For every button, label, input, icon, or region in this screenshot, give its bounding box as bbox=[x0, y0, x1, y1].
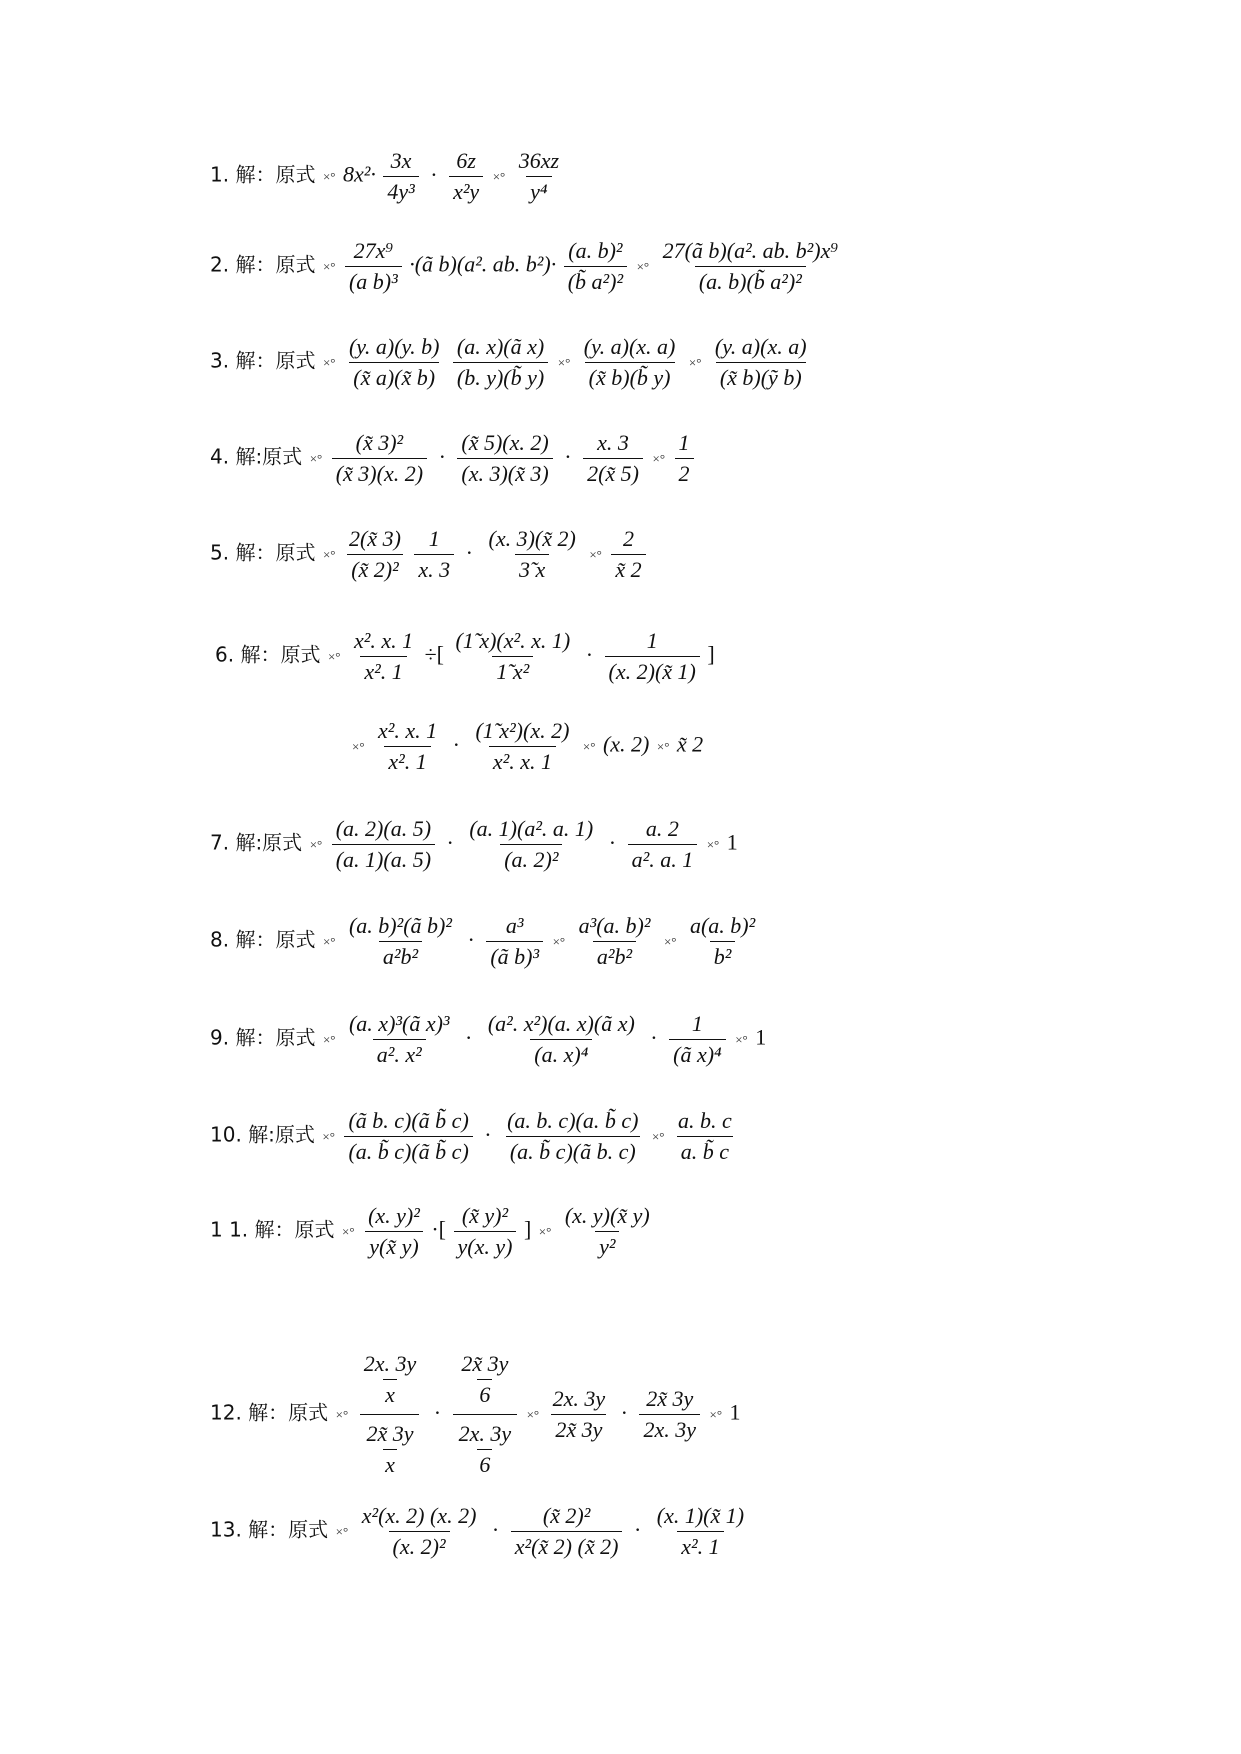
fraction bbox=[454, 1205, 517, 1258]
fraction bbox=[659, 240, 842, 293]
denominator: (ã b)³ bbox=[486, 941, 543, 968]
result: 1 bbox=[726, 829, 738, 855]
fraction bbox=[686, 915, 759, 968]
denominator: 6 bbox=[477, 1379, 492, 1410]
equals-marker: ×° bbox=[557, 355, 571, 370]
numerator: 1 bbox=[428, 526, 440, 551]
fraction bbox=[669, 1013, 726, 1066]
equals-marker: ×° bbox=[322, 259, 336, 274]
solution-label: 10. 解:原式 bbox=[210, 1122, 315, 1147]
equals-marker: ×° bbox=[589, 547, 602, 562]
solution-12: 12. 解：原式 ×° $\frac{\frac{2x. 3y}{x}}{\frac{2x̃ 3y}{x}}$ · $\frac{\frac{2x̃ 3y}{6}}{\frac{2x. 3y}{6}}$ ×° $\frac{2x. 3y}{2x̃ 3y}$ · $\frac{2x̃ 3y}{2x. 3y}$ ×° 1 bbox=[210, 1345, 741, 1484]
numerator: (x̃ 2)² bbox=[542, 1503, 591, 1528]
fraction bbox=[675, 432, 694, 485]
numerator: 1 bbox=[691, 1011, 703, 1036]
fraction bbox=[332, 432, 427, 485]
equals-marker: ×° bbox=[709, 1407, 723, 1422]
fraction bbox=[503, 1110, 642, 1163]
equals-marker: ×° bbox=[652, 451, 666, 466]
fraction bbox=[350, 630, 417, 683]
fraction bbox=[345, 240, 402, 293]
denominator: (a. b)(b̃ a²)² bbox=[695, 266, 806, 293]
numerator: x². x. 1 bbox=[353, 628, 414, 653]
numerator: 1 bbox=[646, 628, 658, 653]
numerator: (1̃ x²)(x. 2) bbox=[475, 718, 570, 743]
denominator: 1̃ x² bbox=[492, 656, 533, 683]
solution-9: 9. 解：原式 ×° $\frac{\text{(a. x)³(ã x)³}}{\text{a². x²}}$ · $\frac{\text{(a². x²)(a. x)(ã x)}}{\text{(a. x)⁴}}$ · $\frac{1}{\text{(ã x)⁴}}$ ×° 1 bbox=[210, 1011, 767, 1067]
denominator: (x̃ b)(b̃ y) bbox=[585, 362, 675, 389]
equals-marker: ×° bbox=[322, 355, 336, 370]
fraction bbox=[484, 1013, 639, 1066]
numerator: (x. 3)(x̃ 2) bbox=[488, 526, 576, 551]
term: (x. 2) bbox=[602, 731, 650, 757]
denominator: (x̃ 2)² bbox=[347, 554, 403, 581]
term: 8x²· bbox=[342, 161, 376, 187]
fraction bbox=[605, 630, 700, 683]
denominator: y(x. y) bbox=[454, 1231, 517, 1258]
solution-label: 4. 解:原式 bbox=[210, 444, 303, 469]
result: 1 bbox=[729, 1399, 741, 1425]
solution-label: 8. 解：原式 bbox=[210, 927, 316, 952]
equals-marker: ×° bbox=[688, 355, 702, 370]
equals-marker: ×° bbox=[322, 1032, 336, 1047]
term: x̃ 2 bbox=[676, 731, 704, 757]
numerator: (a. 1)(a². a. 1) bbox=[469, 816, 594, 841]
numerator: a³(a. b)² bbox=[578, 913, 651, 938]
solution-6-continued: ×° $\frac{\text{x². x. 1}}{\text{x². 1}}$ · $\frac{\text{(1̃ x²)(x. 2)}}{\text{x². x. 1}}$ ×° (x. 2) ×° x̃ 2 bbox=[352, 718, 704, 774]
open-bracket: ·[ bbox=[431, 1216, 446, 1242]
numerator: 27(ã b)(a². ab. b²)x⁹ bbox=[662, 238, 839, 263]
denominator: y⁴ bbox=[526, 176, 551, 203]
numerator: 27x⁹ bbox=[353, 238, 394, 263]
denominator: x̃ 2 bbox=[611, 554, 645, 581]
fraction bbox=[611, 528, 645, 581]
fraction bbox=[374, 720, 441, 773]
numerator: (y. a)(y. b) bbox=[348, 334, 440, 359]
fraction bbox=[564, 240, 627, 293]
solution-11 bbox=[210, 1205, 656, 1258]
fraction bbox=[674, 1110, 736, 1163]
fraction bbox=[345, 528, 405, 581]
denominator: y(x̃ y) bbox=[365, 1231, 422, 1258]
numerator: (a. b. c)(a. b̃ c) bbox=[507, 1108, 639, 1133]
solution-label: 7. 解:原式 bbox=[210, 830, 303, 855]
fraction bbox=[575, 915, 655, 968]
equals-marker: ×° bbox=[526, 1407, 540, 1422]
denominator: x bbox=[383, 1379, 397, 1410]
numerator: 2x. 3y bbox=[363, 1351, 417, 1376]
equals-marker: ×° bbox=[735, 1032, 748, 1047]
complex-fraction bbox=[358, 1345, 423, 1484]
denominator: y² bbox=[595, 1231, 619, 1258]
denominator: 2 bbox=[675, 458, 694, 485]
numerator: (x̃ 3)² bbox=[355, 430, 404, 455]
denominator: 2x. 3y bbox=[639, 1414, 700, 1441]
equals-marker: ×° bbox=[636, 259, 650, 274]
fraction bbox=[711, 336, 811, 389]
denominator: 2(x̃ 5) bbox=[583, 458, 643, 485]
denominator bbox=[360, 1414, 419, 1484]
equals-marker: ×° bbox=[322, 169, 336, 184]
equals-marker: ×° bbox=[582, 739, 596, 754]
solution-label: 2. 解：原式 bbox=[210, 252, 316, 277]
numerator: 2x̃ 3y bbox=[461, 1351, 509, 1376]
equals-marker: ×° bbox=[322, 1129, 335, 1144]
term: ·(ã b)(a². ab. b²)· bbox=[409, 251, 557, 277]
equals-marker: ×° bbox=[327, 649, 341, 664]
denominator: (b̃ a²)² bbox=[564, 266, 627, 293]
fraction bbox=[639, 1388, 700, 1441]
equals-marker: ×° bbox=[309, 837, 323, 852]
numerator: a. 2 bbox=[645, 816, 679, 841]
equals-marker: ×° bbox=[552, 934, 566, 949]
denominator: 2x̃ 3y bbox=[551, 1414, 606, 1441]
numerator: (y. a)(x. a) bbox=[714, 334, 807, 359]
numerator: 3x bbox=[390, 148, 412, 173]
equals-marker: ×° bbox=[322, 547, 336, 562]
fraction bbox=[332, 818, 435, 871]
numerator: (a. x)³(ã x)³ bbox=[348, 1011, 450, 1036]
fraction bbox=[457, 432, 552, 485]
equals-marker: ×° bbox=[663, 934, 677, 949]
denominator: (ã x)⁴ bbox=[669, 1039, 726, 1066]
complex-fraction bbox=[453, 1345, 518, 1484]
fraction bbox=[457, 1419, 514, 1480]
denominator: 3̃ x bbox=[515, 554, 549, 581]
fraction bbox=[628, 818, 698, 871]
solution-label: 1. 解：原式 bbox=[210, 162, 316, 187]
result: 1 bbox=[755, 1024, 767, 1050]
denominator: (x. 2)(x̃ 1) bbox=[605, 656, 700, 683]
fraction bbox=[364, 1205, 424, 1258]
numerator: (x. 1)(x̃ 1) bbox=[656, 1503, 745, 1528]
divide-bracket: ÷[ bbox=[424, 641, 445, 667]
numerator: (a. b)²(ã b)² bbox=[348, 913, 452, 938]
denominator: (a. 2)² bbox=[500, 844, 562, 871]
numerator: (x̃ y)² bbox=[461, 1203, 509, 1228]
solution-13: 13. 解：原式 ×° $\frac{\text{x²(x. 2) (x. 2)}}{\text{(x. 2)²}}$ · $\frac{\text{(x̃ 2)²}}{\text{x²(x̃ 2) (x̃ 2)}}$ · $\frac{(x. 1)(x̃ 1)}{\text{x². 1}}$ bbox=[210, 1505, 750, 1558]
fraction bbox=[465, 818, 597, 871]
equals-marker: ×° bbox=[352, 739, 365, 754]
solution-5: 5. 解：原式 ×° $\frac{2(x̃ 3)}{\text{(x̃ 2)²}}$ $\frac{1}{x. 3}$ · $\frac{(x. 3)(x̃ 2)}{3̃ x}$ ×° $\frac{2}{x̃ 2}$ bbox=[210, 528, 648, 581]
solution-8: 8. 解：原式 ×° $\frac{\text{(a. b)²(ã b)²}}{\text{a²b²}}$ · $\frac{\text{a³}}{\text{(ã b)³}}$ ×° $\frac{\text{a³(a. b)²}}{\text{a²b²}}$ ×° $\frac{\text{a(a. b)²}}{\text{b²}}$ bbox=[210, 915, 761, 968]
denominator: x². 1 bbox=[677, 1531, 723, 1558]
denominator: (a. 1)(a. 5) bbox=[332, 844, 435, 871]
fraction bbox=[345, 915, 456, 968]
numerator: (a. b)² bbox=[568, 238, 623, 263]
fraction bbox=[358, 1505, 481, 1558]
numerator: (a². x²)(a. x)(ã x) bbox=[487, 1011, 635, 1036]
solution-label: 9. 解：原式 bbox=[210, 1025, 316, 1050]
numerator: (ã b. c)(ã b̃ c) bbox=[348, 1108, 469, 1133]
fraction bbox=[449, 150, 483, 203]
equals-marker: ×° bbox=[335, 1524, 349, 1539]
numerator: x². x. 1 bbox=[378, 718, 438, 743]
solution-4: 4. 解:原式 ×° $\frac{\text{(x̃ 3)²}}{(x̃ 3)(x. 2)}$ · $\frac{(x̃ 5)(x. 2)}{(x. 3)(x̃ 3)}$ · $\frac{x. 3}{2(x̃ 5)}$ ×° $\frac{1}{2}$ bbox=[210, 432, 696, 485]
solution-label: 12. 解：原式 bbox=[210, 1400, 329, 1425]
denominator: (b. y)(b̃ y) bbox=[453, 362, 548, 389]
numerator: (x. y)(x̃ y) bbox=[564, 1203, 650, 1228]
fraction bbox=[459, 1349, 510, 1410]
fraction bbox=[383, 150, 418, 203]
fraction bbox=[549, 1388, 610, 1441]
fraction bbox=[344, 1110, 472, 1163]
numerator: 6z bbox=[456, 148, 476, 173]
solution-label: 3. 解：原式 bbox=[210, 348, 316, 373]
fraction bbox=[580, 336, 680, 389]
fraction bbox=[362, 1349, 419, 1410]
numerator: (a. 2)(a. 5) bbox=[335, 816, 432, 841]
numerator: a³ bbox=[505, 913, 524, 938]
solution-2 bbox=[210, 240, 844, 293]
denominator: x. 3 bbox=[414, 554, 454, 581]
denominator: 6 bbox=[477, 1449, 492, 1480]
solution-6: 6. 解：原式 ×° $\frac{\text{x². x. 1}}{\text{x². 1}}$ ÷[ $\frac{\text{(1̃ x)(x². x. 1)}}{\text{1̃ x²}}$ · $\frac{1}{(x. 2)(x̃ 1)}$ ] bbox=[215, 628, 715, 684]
denominator: a²b² bbox=[379, 941, 422, 968]
denominator: x²y bbox=[449, 176, 483, 203]
equals-marker: ×° bbox=[538, 1224, 552, 1239]
fraction bbox=[511, 1505, 623, 1558]
denominator: (x. 2)² bbox=[389, 1531, 450, 1558]
denominator: x². x. 1 bbox=[489, 746, 556, 773]
fraction bbox=[452, 630, 575, 683]
numerator: (x̃ 5)(x. 2) bbox=[461, 430, 549, 455]
solution-3 bbox=[210, 336, 813, 389]
fraction bbox=[364, 1419, 415, 1480]
denominator: x²(x̃ 2) (x̃ 2) bbox=[511, 1531, 623, 1558]
numerator: 36xz bbox=[518, 148, 560, 173]
numerator: (1̃ x)(x². x. 1) bbox=[455, 628, 571, 653]
numerator: x²(x. 2) (x. 2) bbox=[361, 1503, 477, 1528]
numerator: 2x. 3y bbox=[458, 1421, 512, 1446]
numerator: 2x. 3y bbox=[552, 1386, 606, 1411]
equals-marker: ×° bbox=[492, 169, 506, 184]
fraction bbox=[583, 432, 643, 485]
numerator: 2(x̃ 3) bbox=[348, 526, 401, 551]
numerator: x. 3 bbox=[597, 430, 629, 455]
numerator: a(a. b)² bbox=[689, 913, 756, 938]
fraction bbox=[345, 1013, 454, 1066]
fraction bbox=[561, 1205, 654, 1258]
solution-label: 5. 解：原式 bbox=[210, 540, 316, 565]
denominator: x bbox=[383, 1449, 397, 1480]
denominator: a². a. 1 bbox=[628, 844, 698, 871]
solution-label: 1 1. 解：原式 bbox=[210, 1217, 335, 1242]
equals-marker: ×° bbox=[342, 1224, 355, 1239]
fraction bbox=[414, 528, 454, 581]
equals-marker: ×° bbox=[651, 1129, 665, 1144]
equals-marker: ×° bbox=[335, 1407, 349, 1422]
denominator: (a b)³ bbox=[345, 266, 402, 293]
denominator: a². x² bbox=[373, 1039, 426, 1066]
denominator: a²b² bbox=[593, 941, 636, 968]
denominator: (x̃ a)(x̃ b) bbox=[349, 362, 439, 389]
numerator bbox=[358, 1345, 423, 1414]
fraction bbox=[653, 1505, 748, 1558]
numerator: 2 bbox=[623, 526, 634, 551]
fraction bbox=[471, 720, 573, 773]
denominator: 4y³ bbox=[383, 176, 418, 203]
equals-marker: ×° bbox=[706, 837, 720, 852]
denominator: a. b̃ c bbox=[677, 1136, 733, 1163]
solution-7: 7. 解:原式 ×° $\frac{(a. 2)(a. 5)}{(a. 1)(a. 5)}$ · $\frac{\text{(a. 1)(a². a. 1)}}{\text{(a. 2)²}}$ · $\frac{a. 2}{\text{a². a. 1}}$ ×° 1 bbox=[210, 816, 738, 872]
equals-marker: ×° bbox=[309, 451, 323, 466]
denominator: (x̃ b)(ỹ b) bbox=[716, 362, 806, 389]
fraction bbox=[453, 336, 548, 389]
denominator: x². 1 bbox=[384, 746, 430, 773]
close-bracket: ] bbox=[523, 1216, 532, 1242]
solution-label: 6. 解：原式 bbox=[215, 642, 321, 667]
denominator: b² bbox=[710, 941, 736, 968]
denominator: x². 1 bbox=[360, 656, 406, 683]
fraction bbox=[486, 915, 543, 968]
numerator: (y. a)(x. a) bbox=[583, 334, 676, 359]
numerator: 1 bbox=[678, 430, 690, 455]
denominator: (a. b̃ c)(ã b. c) bbox=[506, 1136, 640, 1163]
solution-1: 1. 解：原式 ×° 8x²· $\frac{3x}{\text{4y³}}$ · $\frac{6z}{\text{x²y}}$ ×° $\frac{36xz}{\text{y⁴}}$ bbox=[210, 150, 565, 203]
numerator bbox=[455, 1345, 514, 1414]
fraction bbox=[345, 336, 443, 389]
fraction bbox=[515, 150, 563, 203]
numerator: (a. x)(ã x) bbox=[456, 334, 545, 359]
equals-marker: ×° bbox=[322, 934, 336, 949]
solution-label: 13. 解：原式 bbox=[210, 1517, 329, 1542]
denominator: (a. x)⁴ bbox=[530, 1039, 592, 1066]
denominator: (x. 3)(x̃ 3) bbox=[457, 458, 552, 485]
numerator: 2x̃ 3y bbox=[366, 1421, 414, 1446]
equals-marker: ×° bbox=[656, 739, 670, 754]
numerator: a. b. c bbox=[677, 1108, 732, 1133]
denominator: (a. b̃ c)(ã b̃ c) bbox=[344, 1136, 472, 1163]
denominator: (x̃ 3)(x. 2) bbox=[332, 458, 427, 485]
solution-10: 10. 解:原式 ×° $\frac{\text{(ã b. c)(ã b̃ c)}}{\text{(a. b̃ c)(ã b̃ c)}}$ · $\frac{(a. b. c)(a. b̃ c)}{\text{(a. b̃ c)(ã b. c)}}$ ×° $\frac{a. b. c}{a. b̃ c}$ bbox=[210, 1110, 738, 1163]
numerator: 2x̃ 3y bbox=[646, 1386, 694, 1411]
numerator: (x. y)² bbox=[368, 1203, 420, 1228]
denominator bbox=[453, 1414, 518, 1484]
fraction bbox=[485, 528, 580, 581]
close-bracket: ] bbox=[707, 641, 715, 667]
